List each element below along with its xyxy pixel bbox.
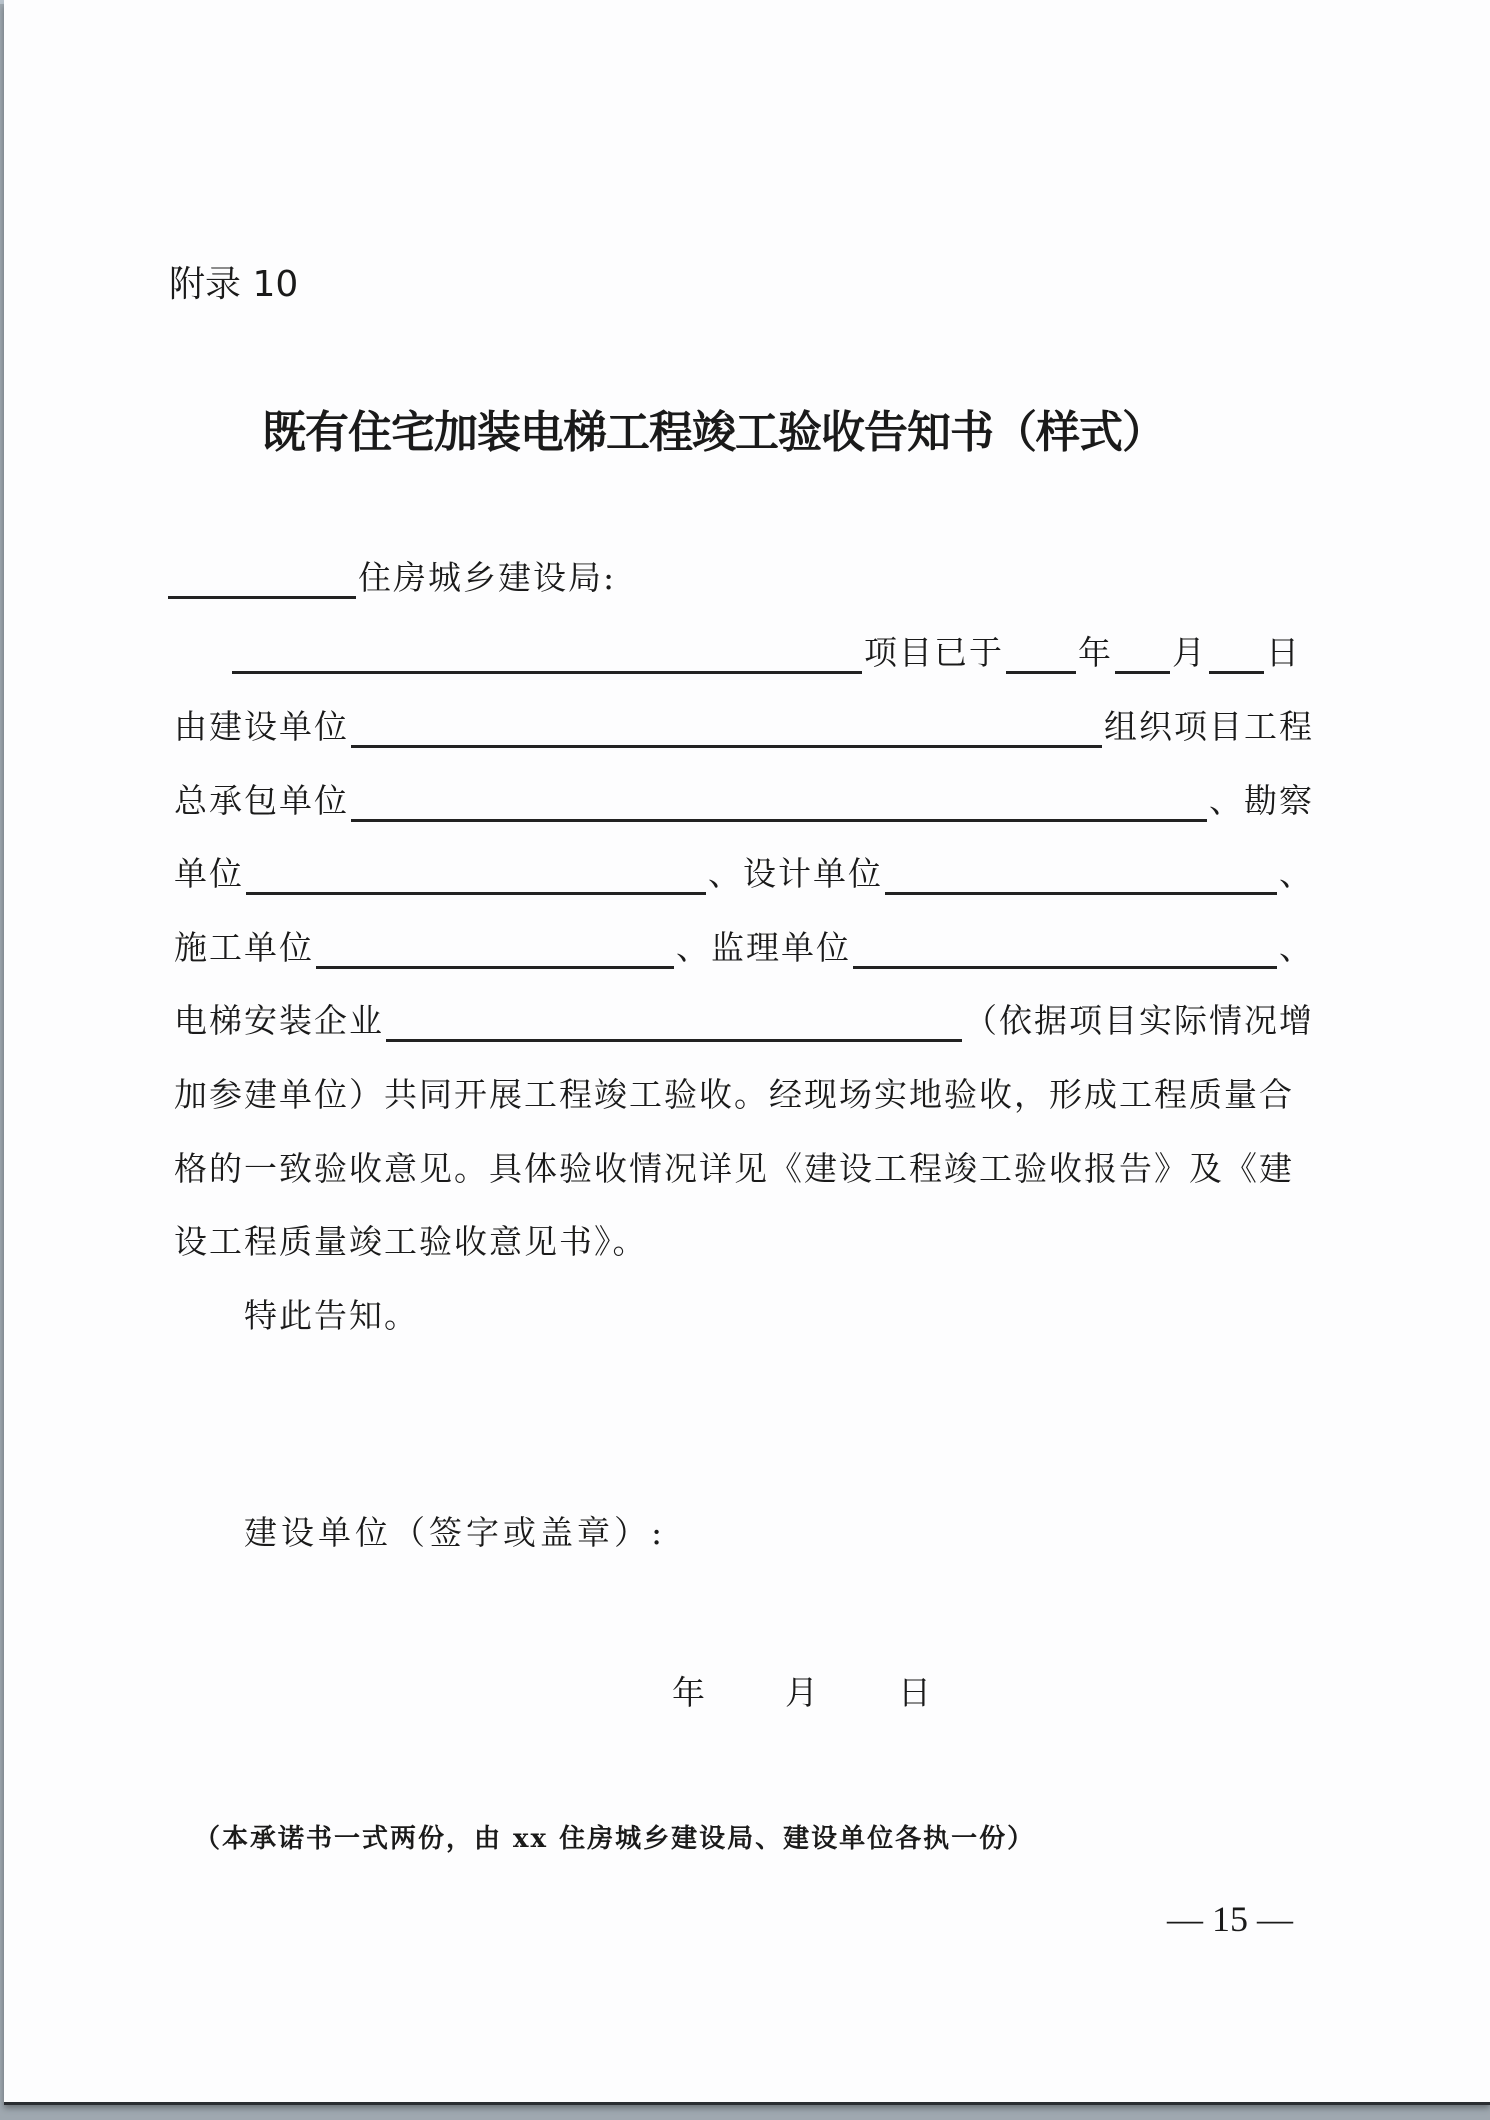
organize-text: 组织项目工程 xyxy=(1104,707,1314,746)
sig-month-label: 月 xyxy=(785,1673,818,1712)
footnote: （本承诺书一式两份，由 xx 住房城乡建设局、建设单位各执一份） xyxy=(194,1824,1036,1854)
body-line-10 xyxy=(174,1219,1314,1263)
project-completed-text: 项目已于 xyxy=(864,633,1004,672)
sig-year-label: 年 xyxy=(672,1673,705,1712)
builder-unit-blank[interactable] xyxy=(316,936,674,969)
signature-date xyxy=(672,1667,931,1714)
builder-unit-label: 施工单位 xyxy=(174,928,314,967)
builder-supervisor-line xyxy=(174,925,1314,969)
survey-text: 、勘察 xyxy=(1209,781,1314,820)
bureau-name-blank[interactable] xyxy=(168,566,356,599)
addressee-suffix: 住房城乡建设局: xyxy=(358,558,617,597)
elevator-installer-line xyxy=(174,998,1314,1042)
elevator-installer-label: 电梯安装企业 xyxy=(174,1001,384,1040)
survey-unit-label: 单位 xyxy=(174,854,244,893)
document-page xyxy=(4,0,1490,2102)
day-blank[interactable] xyxy=(1209,641,1264,674)
construction-unit-blank[interactable] xyxy=(351,715,1102,748)
note-text: （依据项目实际情况增 xyxy=(964,1001,1314,1040)
month-label: 月 xyxy=(1172,633,1207,672)
signature-label: 建设单位（签字或盖章）: xyxy=(244,1513,667,1552)
signature-line xyxy=(244,1510,1384,1554)
project-date-line xyxy=(174,630,1314,674)
body-line-8 xyxy=(174,1072,1314,1116)
survey-design-line xyxy=(174,851,1314,895)
body-line-9 xyxy=(174,1146,1314,1190)
separator-comma: 、 xyxy=(1279,854,1314,893)
construction-unit-label: 由建设单位 xyxy=(174,707,349,746)
design-unit-label: 、设计单位 xyxy=(708,854,883,893)
supervisor-unit-blank[interactable] xyxy=(853,936,1277,969)
closing-line xyxy=(244,1293,1384,1337)
year-label: 年 xyxy=(1078,633,1113,672)
page-number: — 15 — xyxy=(1167,1899,1293,1939)
elevator-installer-blank[interactable] xyxy=(386,1009,962,1042)
month-blank[interactable] xyxy=(1115,641,1170,674)
general-contractor-label: 总承包单位 xyxy=(174,781,349,820)
general-contractor-line xyxy=(174,778,1314,822)
body-text: 加参建单位）共同开展工程竣工验收。经现场实地验收，形成工程质量合 xyxy=(174,1075,1294,1114)
year-blank[interactable] xyxy=(1006,641,1076,674)
body-text: 设工程质量竣工验收意见书》。 xyxy=(174,1222,648,1261)
closing-text: 特此告知。 xyxy=(244,1296,419,1335)
sig-day-label: 日 xyxy=(898,1673,931,1712)
supervisor-unit-label: 、监理单位 xyxy=(676,928,851,967)
day-label: 日 xyxy=(1266,633,1301,672)
separator-comma: 、 xyxy=(1279,928,1314,967)
project-name-blank[interactable] xyxy=(232,641,862,674)
appendix-label: 附录 10 xyxy=(169,264,299,305)
document-title: 既有住宅加装电梯工程竣工验收告知书（样式） xyxy=(262,407,1165,458)
survey-unit-blank[interactable] xyxy=(246,862,706,895)
addressee-line xyxy=(174,555,1314,599)
general-contractor-blank[interactable] xyxy=(351,789,1207,822)
body-text: 格的一致验收意见。具体验收情况详见《建设工程竣工验收报告》及《建 xyxy=(174,1149,1294,1188)
design-unit-blank[interactable] xyxy=(885,862,1277,895)
construction-unit-line xyxy=(174,704,1314,748)
